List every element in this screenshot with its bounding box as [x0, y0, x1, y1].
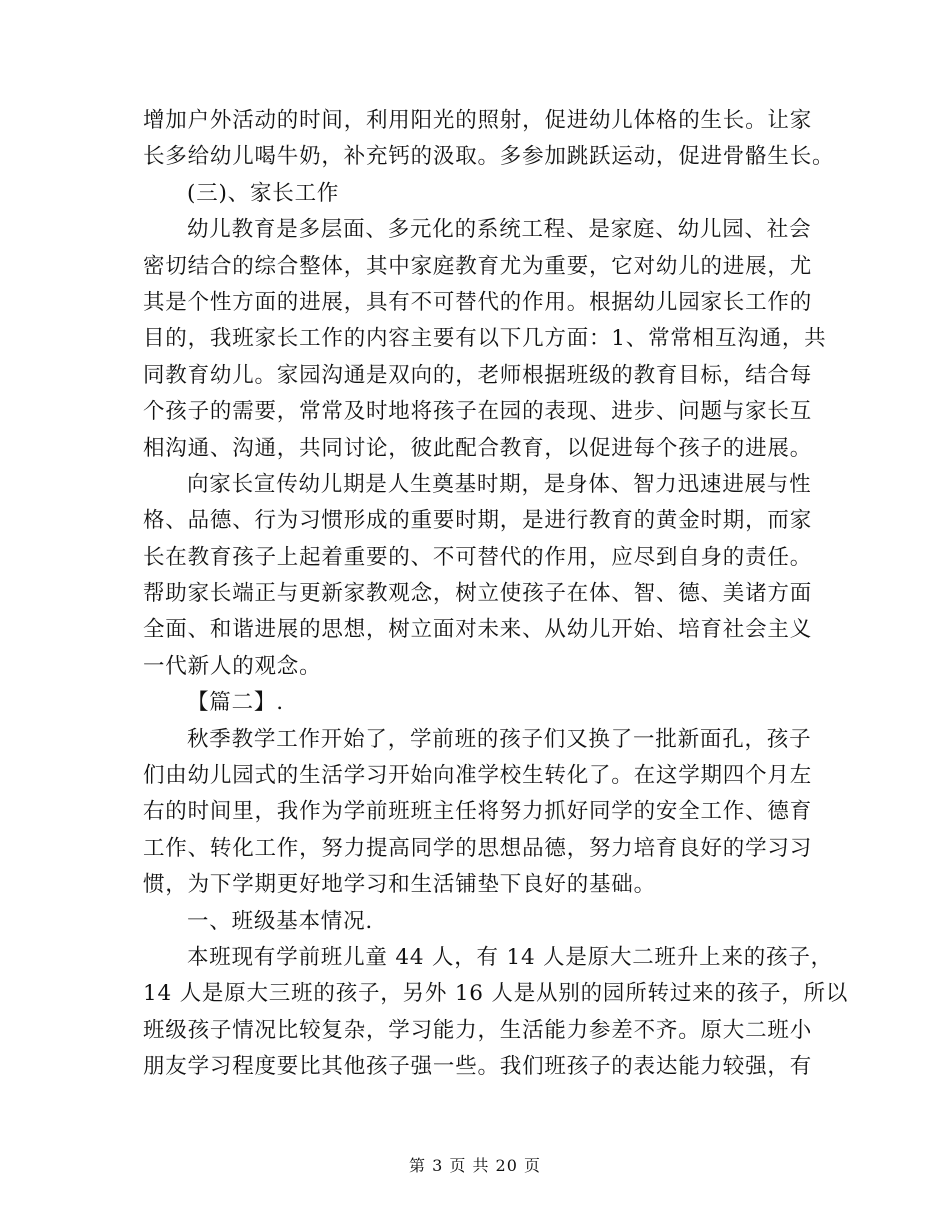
- text-line: 14 人是原大三班的孩子，另外 16 人是从别的园所转过来的孩子，所以: [143, 981, 849, 1007]
- text-line: 右的时间里，我作为学前班班主任将努力抓好同学的安全工作、德育: [143, 799, 813, 825]
- text-line: 工作、转化工作，努力提高同学的思想品德，努力培育良好的学习习: [143, 835, 813, 861]
- text-line: 幼儿教育是多层面、多元化的系统工程、是家庭、幼儿园、社会: [187, 217, 812, 243]
- text-line: 秋季教学工作开始了，学前班的孩子们又换了一批新面孔，孩子: [187, 726, 812, 752]
- text-line: 朋友学习程度要比其他孩子强一些。我们班孩子的表达能力较强，有: [143, 1054, 813, 1080]
- text-line: 【篇二】.: [187, 690, 284, 716]
- text-line: 长在教育孩子上起着重要的、不可替代的作用，应尽到自身的责任。: [143, 544, 813, 570]
- text-line: 们由幼儿园式的生活学习开始向准学校生转化了。在这学期四个月左: [143, 763, 813, 789]
- text-line: 长多给幼儿喝牛奶，补充钙的汲取。多参加跳跃运动，促进骨骼生长。: [143, 144, 835, 170]
- text-line: (三)、家长工作: [187, 180, 340, 206]
- text-line: 本班现有学前班儿童 44 人，有 14 人是原大二班升上来的孩子，: [187, 944, 833, 970]
- text-line: 全面、和谐进展的思想，树立面对未来、从幼儿开始、培育社会主义: [143, 617, 813, 643]
- text-line: 一、班级基本情况.: [187, 908, 374, 934]
- text-line: 其是个性方面的进展，具有不可替代的作用。根据幼儿园家长工作的: [143, 289, 813, 315]
- document-body: [143, 103, 849, 1086]
- text-line: 增加户外活动的时间，利用阳光的照射，促进幼儿体格的生长。让家: [143, 108, 813, 133]
- text-line: 帮助家长端正与更新家教观念，树立使孩子在体、智、德、美诸方面: [143, 581, 813, 607]
- text-line: 格、品德、行为习惯形成的重要时期，是进行教育的黄金时期，而家: [143, 508, 813, 534]
- text-line: 目的，我班家长工作的内容主要有以下几方面：1、常常相互沟通，共: [143, 326, 827, 352]
- text-line: 一代新人的观念。: [143, 653, 322, 679]
- text-line: 惯，为下学期更好地学习和生活铺垫下良好的基础。: [143, 872, 656, 898]
- text-line: 同教育幼儿。家园沟通是双向的，老师根据班级的教育目标，结合每: [143, 362, 813, 388]
- text-line: 班级孩子情况比较复杂，学习能力，生活能力参差不齐。原大二班小: [143, 1017, 813, 1043]
- text-line: 向家长宣传幼儿期是人生奠基时期，是身体、智力迅速进展与性: [187, 471, 812, 497]
- text-line: 个孩子的需要，常常及时地将孩子在园的表现、进步、问题与家长互: [143, 399, 813, 425]
- text-line: 密切结合的综合整体，其中家庭教育尤为重要，它对幼儿的进展，尤: [143, 253, 813, 279]
- page-footer: 第 3 页 共 20 页: [409, 1156, 541, 1175]
- text-line: 相沟通、沟通，共同讨论，彼此配合教育，以促进每个孩子的进展。: [143, 435, 813, 461]
